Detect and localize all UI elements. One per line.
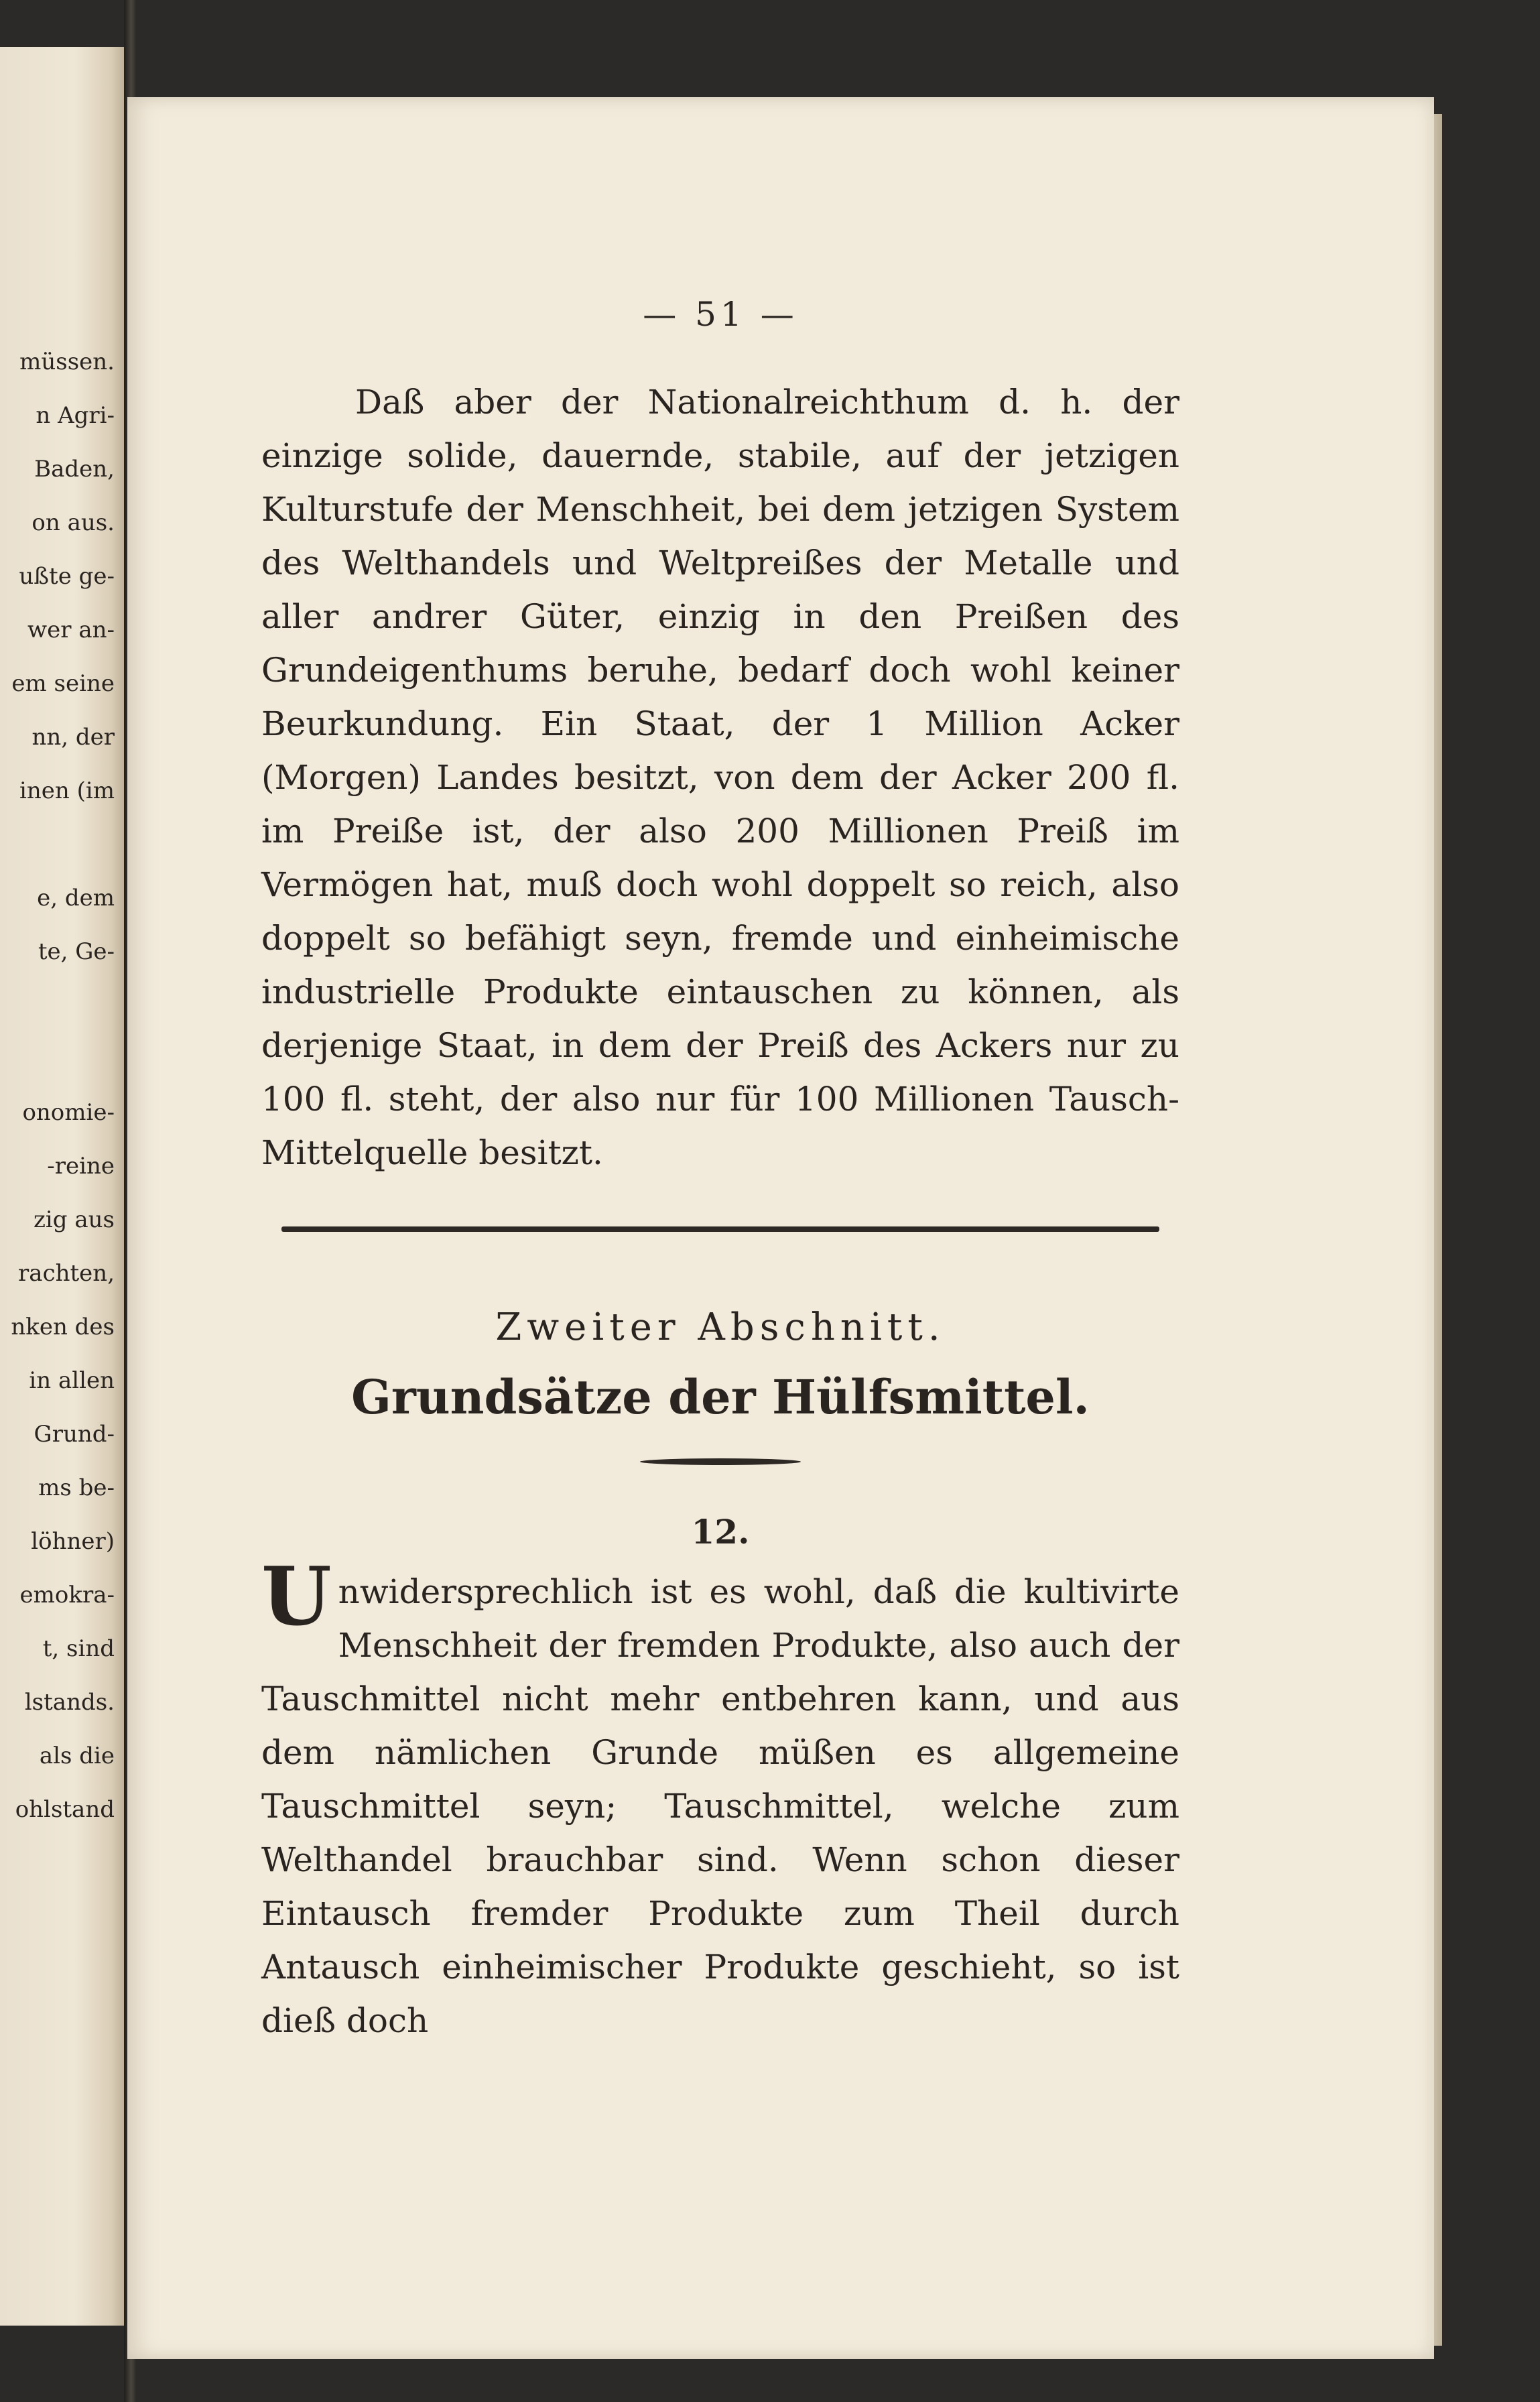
paragraph-1: Daß aber der Nationalreichthum d. h. der einzige solide, dauernde, stabile, auf der jetzigen Kulturstufe der Menschheit, bei dem jetzigen System des Welthandels und Weltpreißes der Metalle und aller andrer Güter, einzig in den Preißen des Grundeigenthums beruhe, bedarf doch wohl keiner Beurkundung. Ein Staat, der 1 Million Acker (Morgen) Landes besitzt, von dem der Acker 200 fl. im Preiße ist, der also 200 Millionen Preiß im Vermögen hat, muß doch wohl doppelt so reich, also doppelt so befähigt seyn, fremde und einheimische industrielle Produkte eintauschen zu können, als derjenige Staat, in dem der Preiß des Ackers nur zu 100 fl. steht, der also nur für 100 Millionen Tausch-Mittelquelle besitzt. [261,383,1179,1172]
left-page-text-fragment: t, sind [42,1635,115,1662]
drop-cap: U [261,1550,332,1644]
page-number: — 51 — [643,295,798,334]
left-page-text-fragment: ms be- [38,1474,115,1501]
left-page-text-fragment: Grund- [34,1421,115,1448]
left-page-text-fragment: n Agri- [36,402,115,429]
left-page-text-fragment: Baden, [34,456,115,483]
paragraph-2-text: nwidersprechlich ist es wohl, daß die kultivirte Menschheit der fremden Produkte, also auch der Tauschmittel nicht mehr entbehren kann, und aus dem nämlichen Grunde müßen es allgemeine Tauschmittel seyn; Tauschmittel, welche zum Welthandel brauchbar sind. Wenn schon dieser Eintausch fremder Produkte zum Theil durch Antausch einheimischer Produkte geschieht, so ist dieß doch [261,1572,1179,2040]
left-page-text-fragment: nn, der [31,724,115,751]
left-page-text-fragment: e, dem [37,885,115,911]
paragraph-2 [261,1550,1179,2047]
left-page-text-fragment: on aus. [31,509,115,536]
left-page-text-fragment: emokra- [19,1582,115,1608]
left-page-text-fragment: zig aus [34,1206,115,1233]
section-divider [281,1226,1159,1232]
section-label: Zweiter Abschnitt. [495,1306,946,1349]
title-ornament-rule [640,1458,801,1465]
left-page-text-fragment: nken des [11,1314,115,1340]
page-content [261,295,1179,2047]
left-page-text-fragment: em seine [11,670,115,697]
left-page-text-fragment: onomie- [22,1099,115,1126]
left-page-text-fragment: wer an- [27,617,115,643]
left-page-fragment [0,47,124,2326]
paragraph-number: 12. [691,1512,750,1552]
left-page-text-fragment: löhner) [31,1528,115,1555]
left-page-text-fragment: ußte ge- [19,563,115,590]
left-page-text-fragment: inen (im [19,777,115,804]
left-page-text-fragment: müssen. [19,349,115,375]
left-page-text-fragment: te, Ge- [38,938,115,965]
left-page-text-fragment: als die [39,1743,115,1769]
left-page-text-fragment: -reine [47,1153,115,1180]
left-page-text-fragment: lstands. [24,1689,115,1716]
left-page-text-fragment: rachten, [18,1260,115,1287]
section-title: Grundsätze der Hülfsmittel. [351,1369,1090,1425]
left-page-text-fragment: in allen [29,1367,115,1394]
left-page-text-fragment: ohlstand [15,1796,115,1823]
